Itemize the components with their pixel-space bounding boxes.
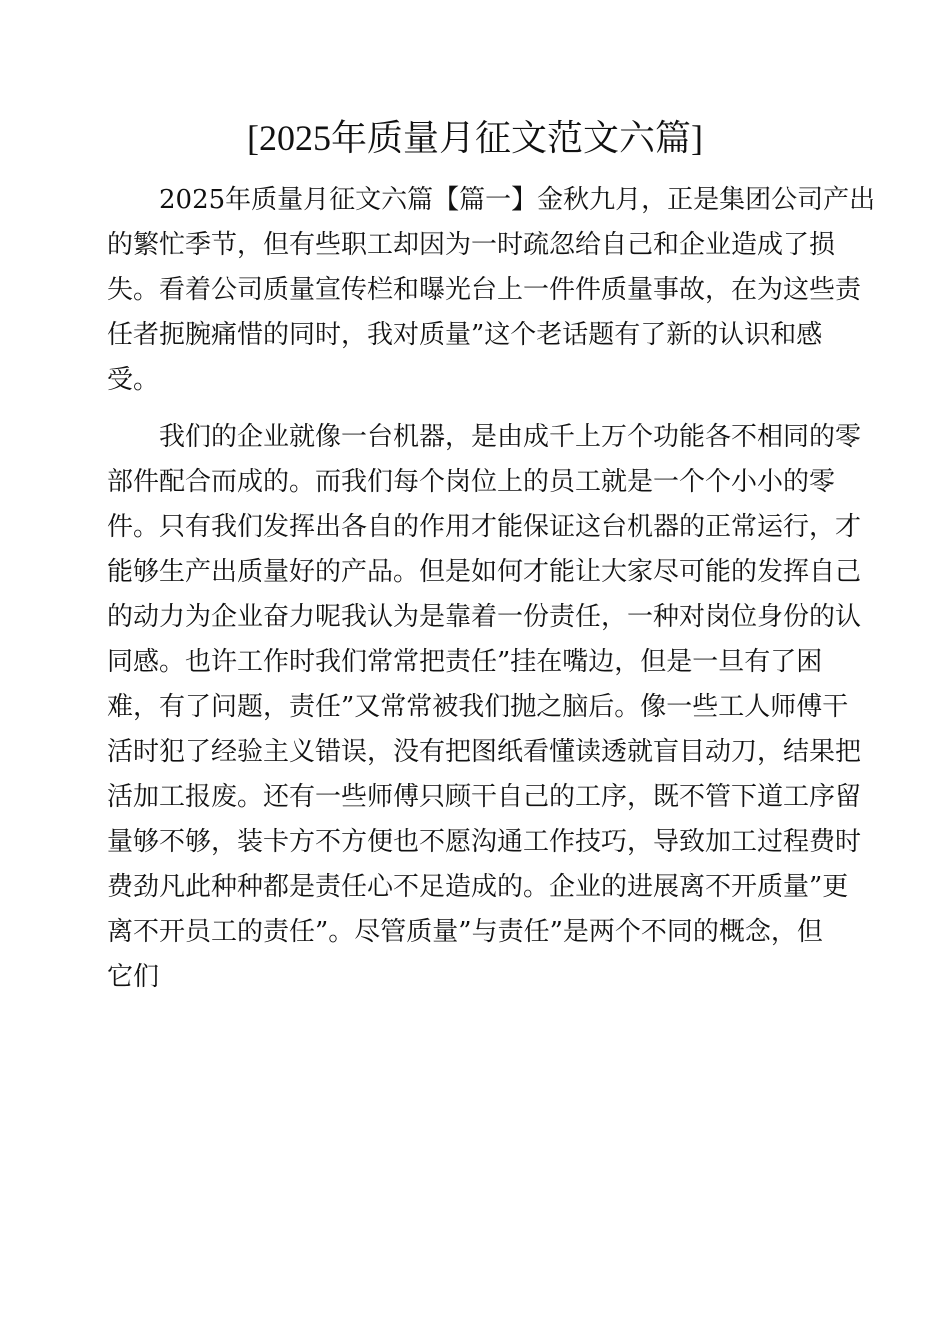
text-line: 同感。也许工作时我们常常把责任”挂在嘴边，但是一旦有了困 bbox=[107, 647, 823, 677]
text-line: 量够不够，装卡方不方便也不愿沟通工作技巧，导致加工过程费时 bbox=[107, 827, 862, 857]
paragraph-gap bbox=[107, 403, 862, 415]
text-line: 它们 bbox=[107, 962, 160, 992]
text-line: 任者扼腕痛惜的同时，我对质量”这个老话题有了新的认识和感 bbox=[107, 320, 823, 350]
text-line: 能够生产出质量好的产品。但是如何才能让大家尽可能的发挥自己 bbox=[107, 557, 862, 587]
paragraph-2 bbox=[107, 415, 862, 1000]
text-line: 失。看着公司质量宣传栏和曝光台上一件件质量事故，在为这些责 bbox=[107, 275, 862, 305]
text-line: 的繁忙季节，但有些职工却因为一时疏忽给自己和企业造成了损 bbox=[107, 230, 836, 260]
text-line: 我们的企业就像一台机器，是由成千上万个功能各不相同的零 bbox=[159, 422, 862, 452]
paragraph-1 bbox=[107, 178, 876, 403]
text-line: 件。只有我们发挥出各自的作用才能保证这台机器的正常运行，才 bbox=[107, 512, 862, 542]
text-line: 离不开员工的责任”。尽管质量”与责任”是两个不同的概念，但 bbox=[107, 917, 823, 947]
document-title: [2025年质量月征文范文六篇] bbox=[247, 118, 703, 158]
text-line: 2025年质量月征文六篇【篇一】金秋九月，正是集团公司产出 bbox=[159, 185, 876, 215]
document-body bbox=[107, 178, 876, 1000]
text-line: 的动力为企业奋力呢我认为是靠着一份责任，一种对岗位身份的认 bbox=[107, 602, 862, 632]
text-line: 难，有了问题，责任”又常常被我们抛之脑后。像一些工人师傅干 bbox=[107, 692, 849, 722]
text-line: 活加工报废。还有一些师傅只顾干自己的工序，既不管下道工序留 bbox=[107, 782, 862, 812]
text-line: 费劲凡此种种都是责任心不足造成的。企业的进展离不开质量”更 bbox=[107, 872, 849, 902]
text-line: 活时犯了经验主义错误，没有把图纸看懂读透就盲目动刀，结果把 bbox=[107, 737, 862, 767]
text-line: 部件配合而成的。而我们每个岗位上的员工就是一个个小小的零 bbox=[107, 467, 836, 497]
text-line: 受。 bbox=[107, 365, 160, 395]
